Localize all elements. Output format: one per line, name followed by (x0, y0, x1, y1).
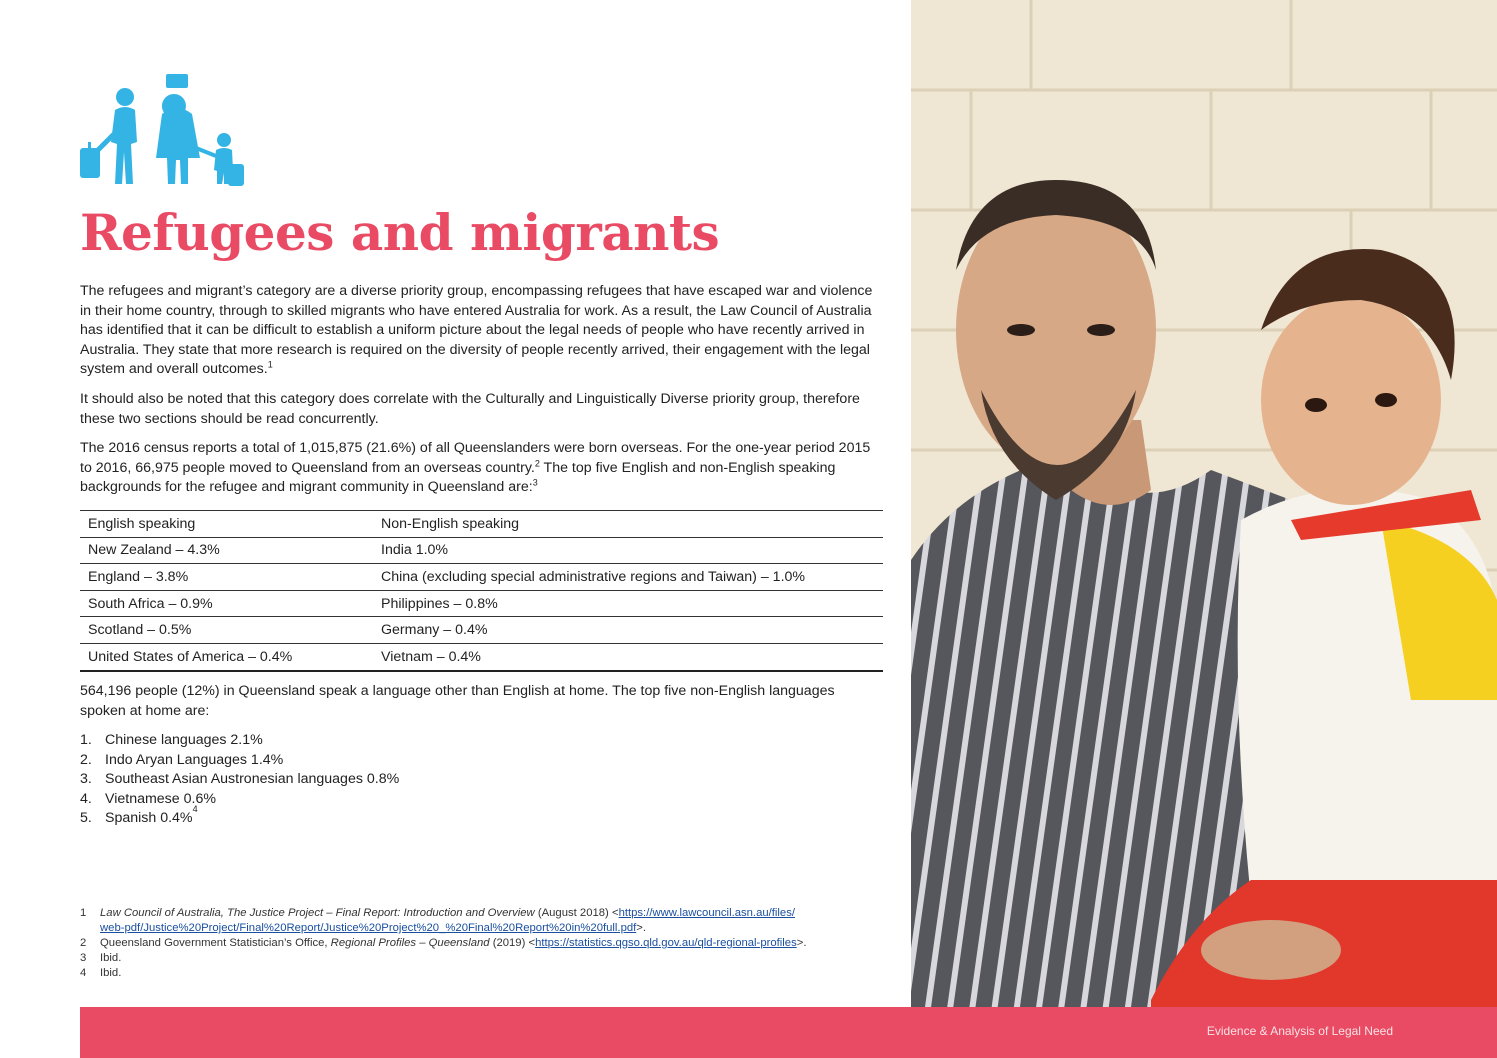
list-item: 5. Spanish 0.4% 4 (80, 809, 399, 829)
footnote-1: 1 Law Council of Australia, The Justice Project – Final Report: Introduction and Overview (August 2018) <https://www.lawcouncil.asn.au/files/ web-pdf/Justice%20Project/Final%20Report/Justice%20Project%20_%20Final%20Report%20in%20full.pdf>. (80, 907, 795, 934)
father-and-son-photo (911, 0, 1497, 1007)
census-text-cont: The top five English and non-English speaking backgrounds for the refugee and migrant community in Queensland are: (80, 459, 836, 496)
column-header: English speaking (80, 511, 373, 538)
table-cell: South Africa – 0.9% (80, 590, 373, 617)
table-cell: Germany – 0.4% (373, 617, 883, 644)
table-row (80, 590, 883, 617)
table-row (80, 564, 883, 591)
footnote-2: 2 Queensland Government Statistician’s Office, Regional Profiles – Queensland (2019) <https://statistics.qgso.qld.gov.au/qld-regional-profiles>. (80, 937, 807, 949)
footnote-ref: 1 (267, 359, 273, 370)
table-cell: Philippines – 0.8% (373, 590, 883, 617)
census-text: The 2016 census reports a total of 1,015,875 (21.6%) of all Queenslanders were born overseas. For the one-year period 2015 to 2016, 66,975 people moved to Queensland from an overseas country. (80, 440, 871, 476)
footer-bar (80, 1007, 1497, 1058)
list-item: 4. Vietnamese 0.6% (80, 790, 216, 807)
footnote-4: 4 Ibid. (80, 967, 122, 979)
list-item: 3. Southeast Asian Austronesian languages 0.8% (80, 771, 400, 788)
footnote-link[interactable]: web-pdf/Justice%20Project/Final%20Report/Justice%20Project%20_%20Final%20Report%20in%20full.pdf (100, 922, 637, 934)
table-cell: India 1.0% (373, 537, 883, 564)
intro-paragraph (80, 282, 880, 380)
footnote-link[interactable]: https://www.lawcouncil.asn.au/files/ (618, 907, 795, 919)
footnote-ref: 4 (192, 804, 198, 815)
page-title: Refugees and migrants (80, 203, 720, 262)
footnote-link[interactable]: https://statistics.qgso.qld.gov.au/qld-regional-profiles (535, 937, 797, 949)
footer-text: Evidence & Analysis of Legal Need (1206, 1024, 1393, 1038)
footnotes (80, 906, 890, 981)
footnote-3: 3 Ibid. (80, 952, 122, 964)
intro-text: The refugees and migrant’s category are a diverse priority group, encompassing refugees that have escaped war and violence in their home country, through to skilled migrants who have entered Australia for work. As a result, the Law Council of Australia has identified that it can be difficult to establish a uniform picture about the legal needs of people who have recently arrived in Australia. They state that more research is required on the diversity of people recently arrived, their engagement with the legal system and overall outcomes. (80, 283, 873, 378)
table-row (80, 643, 883, 670)
correlation-paragraph: It should also be noted that this category does correlate with the Culturally and Linguistically Diverse priority group, therefore these two sections should be read concurrently. (80, 391, 860, 427)
table-row (80, 617, 883, 644)
footnote-ref: 2 (534, 457, 540, 468)
table-cell: China (excluding special administrative regions and Taiwan) – 1.0% (373, 564, 883, 591)
family-travel-icon (78, 72, 248, 187)
list-item: 2. Indo Aryan Languages 1.4% (80, 751, 284, 768)
table-cell: United States of America – 0.4% (80, 643, 373, 670)
table-cell: Scotland – 0.5% (80, 617, 373, 644)
footnote-ref: 3 (532, 477, 538, 488)
table-header-row (80, 511, 883, 538)
table-cell: England – 3.8% (80, 564, 373, 591)
table-cell: Vietnam – 0.4% (373, 643, 883, 670)
table-cell: New Zealand – 4.3% (80, 537, 373, 564)
table-row (80, 537, 883, 564)
list-item: 1. Chinese languages 2.1% (80, 732, 263, 748)
backgrounds-table (80, 510, 883, 672)
languages-list (80, 731, 399, 829)
column-header: Non-English speaking (373, 511, 883, 538)
languages-paragraph: 564,196 people (12%) in Queensland speak a language other than English at home. The top five non-English languages spoken at home are: (80, 683, 835, 719)
census-paragraph (80, 439, 880, 498)
